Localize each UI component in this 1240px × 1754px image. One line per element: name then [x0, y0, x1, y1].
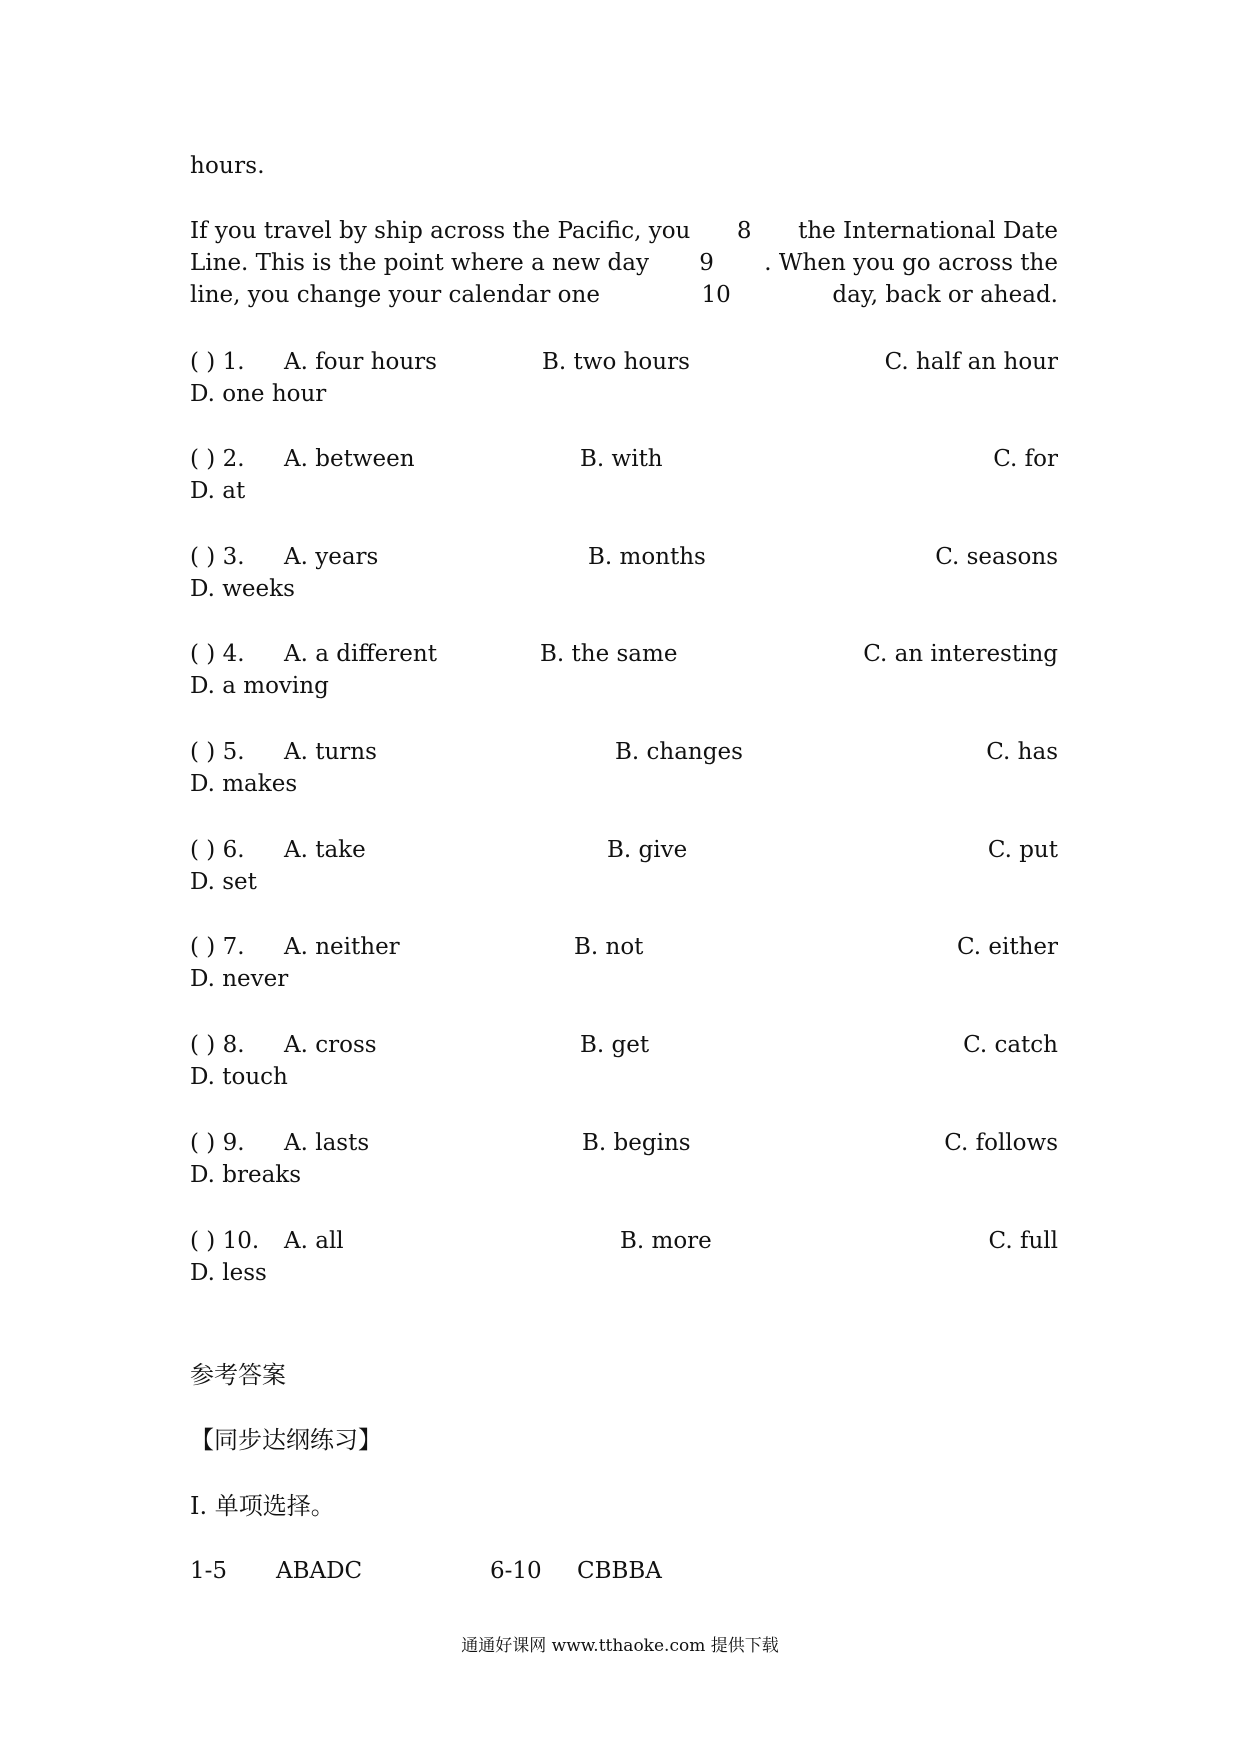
option-a: A. between	[284, 446, 415, 472]
question-number: ( ) 1.	[190, 349, 245, 375]
question-item	[190, 1225, 1058, 1291]
question-item	[190, 443, 1058, 509]
answer-values: CBBBA	[577, 1558, 662, 1584]
option-b: B. get	[580, 1032, 650, 1058]
option-c: C. for	[993, 446, 1058, 472]
question-options-row	[190, 736, 1058, 768]
option-c: C. follows	[944, 1130, 1058, 1156]
option-a: A. neither	[284, 934, 400, 960]
option-a: A. all	[284, 1228, 344, 1254]
option-c: C. half an hour	[884, 349, 1058, 375]
passage-line	[190, 279, 1058, 311]
passage-blank: 10	[701, 282, 731, 308]
question-option-d-row	[190, 573, 1058, 605]
question-option-d-row	[190, 378, 1058, 410]
passage-blank: 9	[699, 250, 714, 276]
question-options-row	[190, 834, 1058, 866]
question-number: ( ) 2.	[190, 446, 245, 472]
question-option-d-row	[190, 768, 1058, 800]
option-d: D. one hour	[190, 381, 327, 407]
option-d: D. less	[190, 1260, 267, 1286]
answer-range: 6-10	[490, 1558, 542, 1584]
question-number: ( ) 7.	[190, 934, 245, 960]
option-a: A. years	[284, 544, 379, 570]
question-options-row	[190, 638, 1058, 670]
option-b: B. months	[588, 544, 706, 570]
option-a: A. turns	[284, 739, 377, 765]
question-option-d-row	[190, 866, 1058, 898]
question-item	[190, 834, 1058, 900]
option-d: D. a moving	[190, 673, 329, 699]
question-number: ( ) 6.	[190, 837, 245, 863]
passage-text: line, you change your calendar one	[190, 282, 600, 308]
option-b: B. not	[574, 934, 644, 960]
option-c: C. catch	[963, 1032, 1058, 1058]
question-option-d-row	[190, 475, 1058, 507]
option-c: C. an interesting	[863, 641, 1058, 667]
question-number: ( ) 5.	[190, 739, 245, 765]
question-number: ( ) 10.	[190, 1228, 260, 1254]
option-b: B. give	[607, 837, 688, 863]
question-options-row	[190, 1225, 1058, 1257]
answer-range: 1-5	[190, 1558, 228, 1584]
passage-blank: 8	[736, 218, 752, 244]
answer-key-title: 参考答案	[190, 1361, 286, 1389]
option-c: C. either	[956, 934, 1058, 960]
option-b: B. two hours	[542, 349, 690, 375]
question-option-d-row	[190, 1159, 1058, 1191]
passage-text: Line. This is the point where a new day	[190, 250, 649, 276]
option-b: B. with	[580, 446, 663, 472]
option-d: D. never	[190, 966, 289, 992]
option-c: C. seasons	[935, 544, 1058, 570]
option-a: A. cross	[284, 1032, 377, 1058]
question-item	[190, 541, 1058, 607]
passage-text: If you travel by ship across the Pacific, you	[190, 218, 691, 244]
option-b: B. begins	[582, 1130, 691, 1156]
option-d: D. at	[190, 478, 246, 504]
question-options-row	[190, 346, 1058, 378]
question-item	[190, 736, 1058, 802]
answer-key-row	[190, 1555, 710, 1587]
question-item	[190, 346, 1058, 412]
question-number: ( ) 3.	[190, 544, 245, 570]
question-options-row	[190, 541, 1058, 573]
question-options-row	[190, 1029, 1058, 1061]
option-a: A. four hours	[284, 349, 437, 375]
question-item	[190, 638, 1058, 704]
question-item	[190, 1029, 1058, 1095]
page-footer: 通通好课网 www.tthaoke.com 提供下载	[461, 1636, 779, 1656]
question-options-row	[190, 443, 1058, 475]
passage-line	[190, 247, 1058, 279]
option-b: B. changes	[615, 739, 743, 765]
question-item	[190, 931, 1058, 997]
option-d: D. makes	[190, 771, 298, 797]
continued-text: hours.	[190, 153, 265, 179]
question-option-d-row	[190, 963, 1058, 995]
question-options-row	[190, 1127, 1058, 1159]
question-options-row	[190, 931, 1058, 963]
answer-key-subtitle: 【同步达纲练习】	[190, 1426, 382, 1454]
question-option-d-row	[190, 1061, 1058, 1093]
option-d: D. set	[190, 869, 257, 895]
passage-text: the International Date	[798, 218, 1058, 244]
passage-text: day, back or ahead.	[832, 282, 1058, 308]
option-c: C. full	[988, 1228, 1058, 1254]
option-c: C. put	[987, 837, 1058, 863]
passage-text: . When you go across the	[764, 250, 1058, 276]
answer-values: ABADC	[276, 1558, 363, 1584]
question-option-d-row	[190, 670, 1058, 702]
question-number: ( ) 9.	[190, 1130, 245, 1156]
option-d: D. weeks	[190, 576, 295, 602]
answer-key-part: Ⅰ. 单项选择。	[190, 1492, 335, 1520]
option-b: B. the same	[540, 641, 678, 667]
question-item	[190, 1127, 1058, 1193]
option-c: C. has	[986, 739, 1058, 765]
option-b: B. more	[620, 1228, 712, 1254]
reading-passage	[190, 215, 1058, 311]
option-a: A. a different	[284, 641, 437, 667]
passage-line	[190, 215, 1058, 247]
option-a: A. lasts	[284, 1130, 370, 1156]
question-option-d-row	[190, 1257, 1058, 1289]
option-a: A. take	[284, 837, 366, 863]
question-number: ( ) 4.	[190, 641, 245, 667]
option-d: D. breaks	[190, 1162, 302, 1188]
option-d: D. touch	[190, 1064, 288, 1090]
question-number: ( ) 8.	[190, 1032, 245, 1058]
